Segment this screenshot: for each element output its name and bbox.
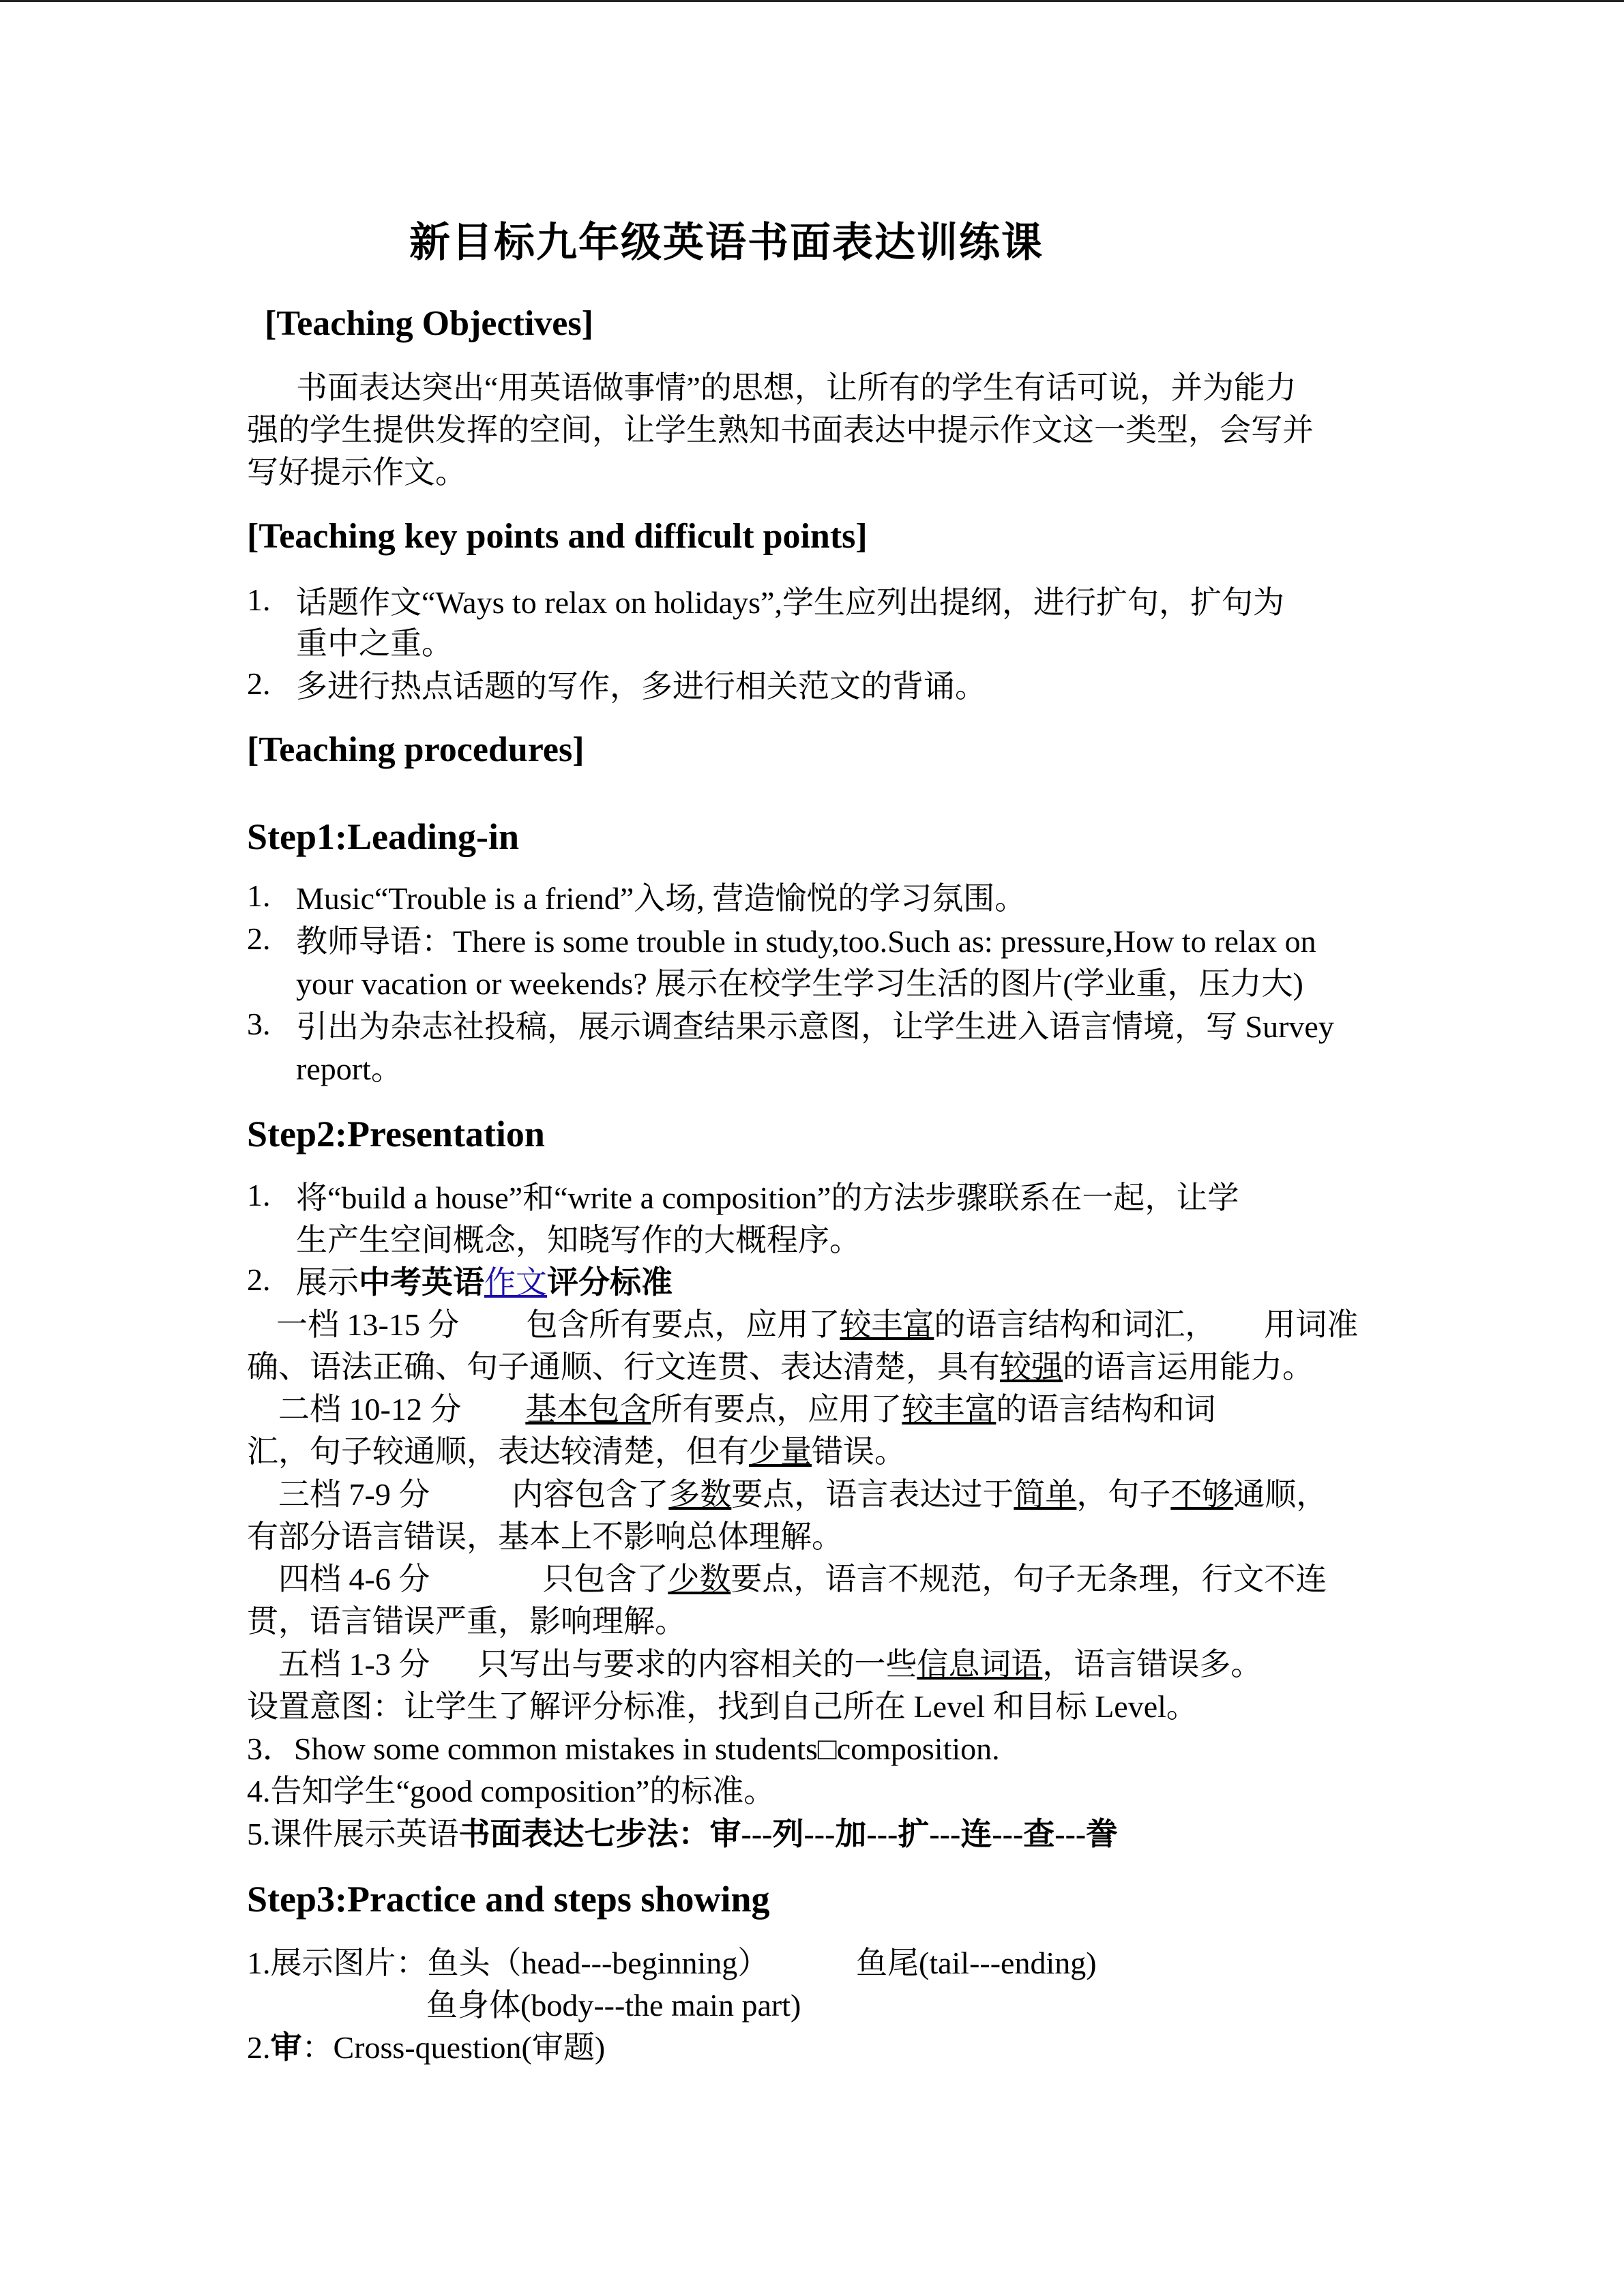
objectives-paragraph — [247, 367, 1379, 494]
step2-item-2-bold-1: 中考英语 — [359, 1265, 484, 1300]
grade2-line-2 — [247, 1431, 906, 1473]
step1-item-1-number: 1. — [247, 878, 271, 913]
grade1-line-1 — [276, 1304, 1358, 1346]
step1-item-3-number: 3. — [247, 1007, 271, 1041]
step1-item-2-number: 2. — [247, 921, 271, 956]
grade4-line-2: 贯，语言错误严重，影响理解。 — [247, 1604, 686, 1639]
grade1-text-b: 的语言结构和词汇， — [934, 1307, 1217, 1342]
step2-item-3: 3．Show some common mistakes in students□composition. — [247, 1731, 1000, 1766]
objectives-line-2: 强的学生提供发挥的空间，让学生熟知书面表达中提示作文这一类型，会写并 — [247, 413, 1314, 447]
grade1-underline-2: 较强 — [1000, 1350, 1063, 1384]
step1-item-2-line-1: 教师导语：There is some trouble in study,too.Such as: pressure,How to relax on — [296, 924, 1316, 959]
objectives-heading: [Teaching Objectives] — [265, 304, 593, 343]
grade5-underline-1: 信息词语 — [917, 1647, 1043, 1682]
step2-item-1-line-2: 生产生空间概念，知晓写作的大概程序。 — [296, 1223, 861, 1257]
grade1-line2-b: 的语言运用能力。 — [1063, 1350, 1314, 1384]
grade3-underline-3: 不够 — [1170, 1477, 1234, 1512]
step3-heading: Step3:Practice and steps showing — [247, 1879, 770, 1920]
grade4-text-b: 要点，语言不规范，句子无条理，行文不连 — [730, 1562, 1327, 1596]
composition-link[interactable]: 作文 — [484, 1265, 547, 1300]
step2-item-1-line-1: 将“build a house”和“write a composition”的方法步骤联系在一起，让学 — [296, 1180, 1239, 1215]
step2-item-4: 4.告知学生“good composition”的标准。 — [247, 1774, 776, 1808]
step2-item-1-number: 1. — [247, 1178, 271, 1212]
grade5-text-b: ，语言错误多。 — [1042, 1647, 1263, 1682]
grade3-text-b: 要点，语言表达过于 — [731, 1477, 1014, 1512]
grade5-text-a: 只写出与要求的内容相关的一些 — [477, 1647, 917, 1682]
step3-item-2-post: ：Cross-question(审题) — [301, 2030, 606, 2065]
grade1-line-2 — [247, 1346, 1314, 1388]
step3-item-1-b: 鱼尾(tail---ending) — [856, 1945, 1097, 1980]
step2-item-5 — [247, 1813, 1117, 1855]
key-point-1-number: 1. — [247, 582, 271, 617]
grade2-text-a: 所有要点，应用了 — [651, 1392, 902, 1427]
grade3-underline-1: 多数 — [668, 1477, 732, 1512]
key-point-2-number: 2. — [247, 666, 271, 701]
grade3-line-2: 有部分语言错误，基本上不影响总体理解。 — [247, 1519, 843, 1554]
grade3-text-a: 内容包含了 — [512, 1477, 669, 1512]
grade3-label: 三档 7-9 分 — [278, 1477, 430, 1512]
grade5-line-1 — [278, 1643, 1262, 1686]
grade1-label: 一档 13-15 分 — [276, 1307, 460, 1342]
step1-item-2-line-2: your vacation or weekends? 展示在校学生学习生活的图片(学业重，压力大) — [296, 966, 1303, 1001]
grade1-text-a: 包含所有要点，应用了 — [526, 1307, 840, 1342]
grade2-underline-1: 基本包含 — [525, 1392, 651, 1427]
grade4-underline-1: 少数 — [668, 1562, 731, 1596]
grade1-line2-a: 确、语法正确、句子通顺、行文连贯、表达清楚，具有 — [247, 1350, 1000, 1384]
step2-heading: Step2:Presentation — [247, 1114, 545, 1154]
grade2-line2-b: 错误。 — [812, 1434, 906, 1469]
step1-item-3-line-2: report。 — [296, 1052, 402, 1086]
step3-item-2 — [247, 2027, 605, 2069]
key-points-heading: [Teaching key points and difficult points] — [247, 517, 868, 556]
grade1-underline-1: 较丰富 — [840, 1307, 934, 1342]
step3-item-2-bold: 审 — [270, 2030, 302, 2065]
key-point-1-line-2: 重中之重。 — [296, 626, 453, 661]
step3-item-1-a: 1.展示图片：鱼头（head---beginning） — [247, 1945, 769, 1980]
procedures-heading: [Teaching procedures] — [247, 730, 585, 769]
grade2-line-1 — [278, 1388, 1215, 1431]
grade2-underline-2: 较丰富 — [902, 1392, 996, 1427]
key-point-2-line-1: 多进行热点话题的写作，多进行相关范文的背诵。 — [296, 669, 986, 704]
objectives-line-1: 书面表达突出“用英语做事情”的思想，让所有的学生有话可说，并为能力 — [296, 370, 1297, 405]
step3-item-1-c: 鱼身体(body---the main part) — [426, 1988, 801, 2023]
grade2-label: 二档 10-12 分 — [278, 1392, 462, 1427]
grade2-underline-3: 少量 — [749, 1434, 812, 1469]
grade4-label: 四档 4-6 分 — [278, 1562, 430, 1596]
objectives-line-3: 写好提示作文。 — [247, 455, 467, 490]
step3-item-2-pre: 2. — [247, 2030, 271, 2065]
step2-item-2-bold-2: 评分标准 — [547, 1265, 673, 1300]
seven-step-method: 书面表达七步法：审---列---加---扩---连---查---誊 — [458, 1817, 1118, 1851]
page-title: 新目标九年级英语书面表达训练课 — [409, 220, 1044, 265]
key-point-1-line-1: 话题作文“Ways to relax on holidays”,学生应列出提纲，进行扩句，扩句为 — [296, 585, 1284, 620]
grade3-text-d: 通顺， — [1233, 1477, 1328, 1512]
grade1-text-c: 用词准 — [1264, 1307, 1359, 1342]
grade2-text-b: 的语言结构和词 — [996, 1392, 1216, 1427]
step2-item-2-pre: 展示 — [296, 1265, 359, 1300]
grade4-line-1 — [278, 1558, 1327, 1600]
design-intent: 设置意图：让学生了解评分标准，找到自己所在 Level 和目标 Level。 — [247, 1689, 1198, 1724]
step1-heading: Step1:Leading-in — [247, 816, 520, 857]
grade3-line-1 — [278, 1474, 1327, 1516]
step1-item-3-line-1: 引出为杂志社投稿，展示调查结果示意图，让学生进入语言情境，写 Survey — [296, 1009, 1334, 1044]
grade3-text-c: ，句子 — [1076, 1477, 1171, 1512]
grade4-text-a: 只包含了 — [542, 1562, 668, 1596]
step1-item-1-line-1: Music“Trouble is a friend”入场, 营造愉悦的学习氛围。 — [296, 881, 1027, 916]
step2-item-2-line — [296, 1262, 673, 1304]
grade3-underline-2: 简单 — [1014, 1477, 1077, 1512]
grade5-label: 五档 1-3 分 — [278, 1647, 430, 1682]
step2-item-5-pre: 5.课件展示英语 — [247, 1817, 459, 1851]
grade2-line2-a: 汇，句子较通顺，表达较清楚，但有 — [247, 1434, 749, 1469]
step2-item-2-number: 2. — [247, 1262, 271, 1297]
